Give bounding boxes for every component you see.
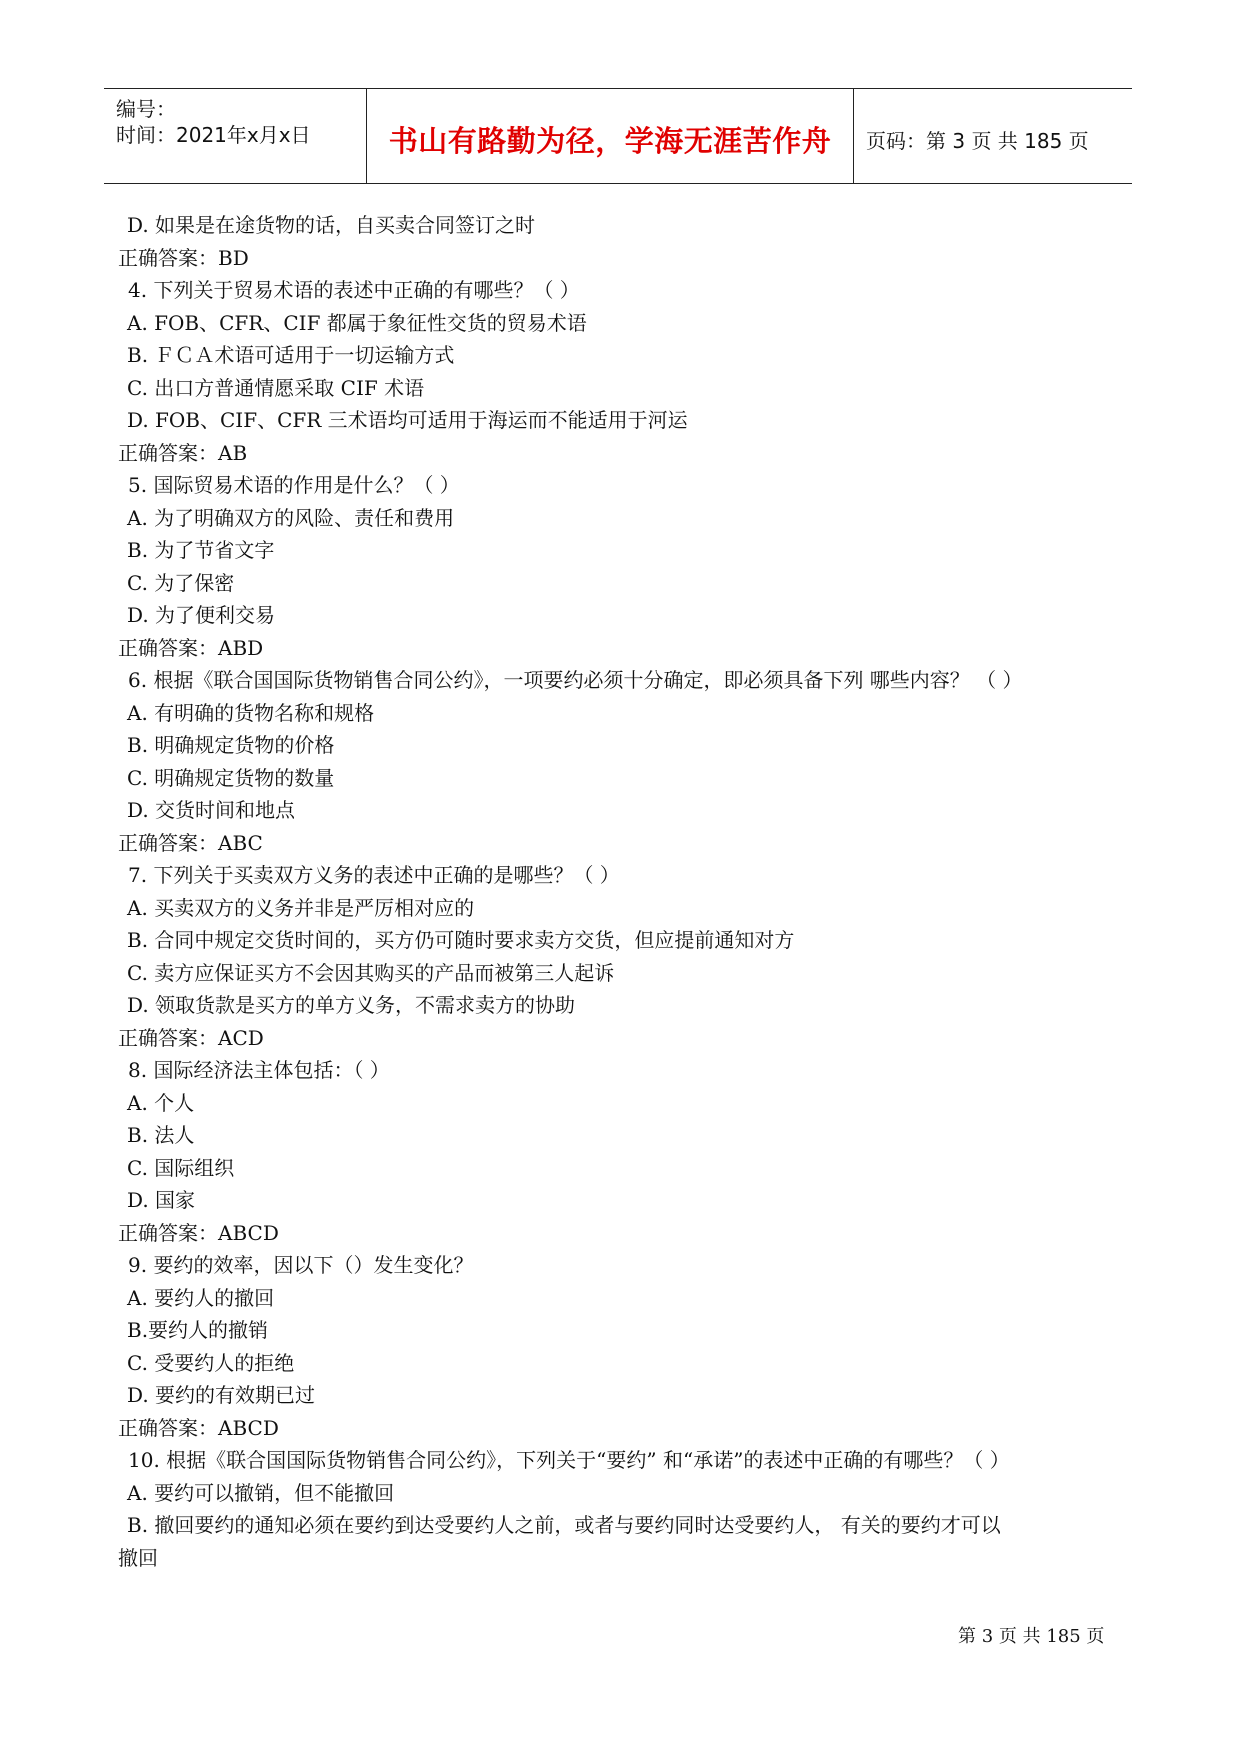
option-line: D. 领取货款是买方的单方义务，不需求卖方的协助 — [127, 993, 576, 1017]
answer-line: 正确答案：ACD — [118, 1025, 264, 1050]
answer-line: 正确答案：AB — [118, 440, 248, 465]
option-line: B. 撤回要约的通知必须在要约到达受要约人之前，或者与要约同时达受要约人， 有关的要约才可以 — [127, 1513, 1001, 1537]
answer-line: 正确答案：ABC — [118, 830, 263, 855]
option-line: C. 卖方应保证买方不会因其购买的产品而被第三人起诉 — [127, 960, 615, 985]
serial-label: 编号： — [116, 97, 176, 121]
option-line: B. 为了节省文字 — [127, 538, 275, 562]
answer-line: 正确答案：ABCD — [118, 1220, 279, 1245]
option-line: D. 如果是在途货物的话，自买卖合同签订之时 — [127, 213, 536, 237]
option-line: A. 买卖双方的义务并非是严厉相对应的 — [127, 895, 475, 920]
option-line: B. 法人 — [127, 1123, 195, 1147]
time-label: 时间：2021年x月x日 — [116, 123, 311, 147]
continuation-line: 撤回 — [118, 1545, 158, 1570]
option-line: C. 明确规定货物的数量 — [127, 765, 335, 790]
page-footer: 第 3 页 共 185 页 — [958, 1626, 1105, 1647]
header-right-cell — [854, 89, 1132, 183]
option-line: A. 要约人的撤回 — [127, 1285, 275, 1310]
question-line: 4. 下列关于贸易术语的表述中正确的有哪些？（ ） — [128, 278, 580, 302]
header-page-info: 页码：第 3 页 共 185 页 — [866, 129, 1089, 153]
option-line: A. 有明确的货物名称和规格 — [127, 700, 375, 725]
question-line: 7. 下列关于买卖双方义务的表述中正确的是哪些？（ ） — [128, 863, 620, 887]
option-line: D. 要约的有效期已过 — [127, 1383, 316, 1407]
header-motto: 书山有路勤为径，学海无涯苦作舟 — [388, 124, 832, 158]
question-line: 9. 要约的效率，因以下（）发生变化？ — [128, 1253, 474, 1277]
option-line: C. 出口方普通情愿采取 CIF 术语 — [127, 375, 425, 400]
page-header — [104, 88, 1132, 184]
option-line: A. 为了明确双方的风险、责任和费用 — [127, 505, 455, 530]
option-line: C. 受要约人的拒绝 — [127, 1350, 295, 1375]
option-line: D. 为了便利交易 — [127, 603, 276, 627]
question-line: 10. 根据《联合国国际货物销售合同公约》，下列关于“要约” 和“承诺”的表述中正确的有哪些？（ ） — [128, 1448, 1010, 1472]
option-line: A. 个人 — [127, 1090, 195, 1115]
option-line: C. 为了保密 — [127, 570, 235, 595]
option-line: B. 明确规定货物的价格 — [127, 733, 335, 757]
answer-line: 正确答案：ABCD — [118, 1415, 279, 1440]
option-line: C. 国际组织 — [127, 1155, 235, 1180]
option-line: D. 国家 — [127, 1188, 196, 1212]
question-line: 6. 根据《联合国国际货物销售合同公约》，一项要约必须十分确定，即必须具备下列 哪些内容？ （ ） — [128, 668, 1023, 692]
option-line: B.要约人的撤销 — [127, 1318, 269, 1342]
question-line: 5. 国际贸易术语的作用是什么？（ ） — [128, 473, 460, 497]
answer-line: 正确答案：BD — [118, 245, 249, 270]
option-line: B. 合同中规定交货时间的，买方仍可随时要求卖方交货，但应提前通知对方 — [127, 928, 795, 952]
option-line: B. ＦＣＡ术语可适用于一切运输方式 — [127, 343, 455, 367]
header-left-cell — [104, 89, 366, 183]
option-line: A. FOB、CFR、CIF 都属于象征性交货的贸易术语 — [127, 310, 587, 335]
document-body — [118, 209, 1138, 1574]
option-line: D. 交货时间和地点 — [127, 798, 296, 822]
header-middle-cell — [366, 89, 854, 183]
option-line: A. 要约可以撤销，但不能撤回 — [127, 1480, 395, 1505]
option-line: D. FOB、CIF、CFR 三术语均可适用于海运而不能适用于河运 — [127, 408, 688, 432]
answer-line: 正确答案：ABD — [118, 635, 264, 660]
question-line: 8. 国际经济法主体包括：（ ） — [128, 1058, 390, 1082]
